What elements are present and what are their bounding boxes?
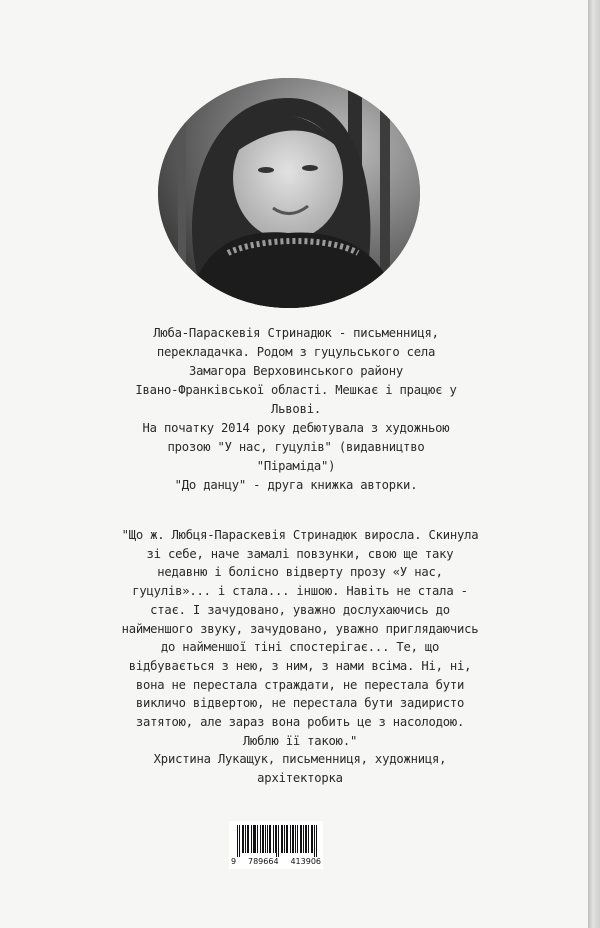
author-photo-image xyxy=(158,78,420,308)
barcode-bar xyxy=(247,825,248,853)
barcode-bar xyxy=(293,825,294,853)
quote-line: "Що ж. Любця-Параскевія Стринадюк виросла. Скинула xyxy=(121,528,479,542)
barcode-bar xyxy=(260,825,261,853)
barcode-number xyxy=(231,857,321,866)
quote-line: архітекторка xyxy=(257,771,343,786)
barcode-bar xyxy=(301,825,302,853)
barcode-bar xyxy=(273,825,274,853)
barcode-bar xyxy=(265,825,266,853)
barcode-bar xyxy=(311,825,312,853)
barcode-bar xyxy=(286,825,287,853)
barcode-bar xyxy=(255,825,256,853)
quote-line: відбувається з нею, з ним, з нами всіма. Ні, ні, xyxy=(128,658,472,673)
barcode-bar xyxy=(278,825,279,857)
quote-line: вона не перестала страждати, не перестала бути xyxy=(135,677,465,692)
bio-line: На початку 2014 року дебютувала з художньою xyxy=(142,421,450,435)
barcode-bar xyxy=(275,825,276,853)
barcode-bar xyxy=(303,825,304,853)
barcode-bar xyxy=(269,825,270,853)
barcode-right-digits: 413906 xyxy=(290,857,321,866)
barcode-bar xyxy=(305,825,306,853)
barcode-bar xyxy=(276,825,277,857)
barcode-bar xyxy=(282,825,283,853)
barcode-bar xyxy=(262,825,263,853)
page-edge xyxy=(588,0,600,928)
barcode-bar xyxy=(287,825,288,853)
barcode-bar xyxy=(290,825,291,853)
barcode-left-digits: 789664 xyxy=(248,857,279,866)
bio-line: "Піраміда") xyxy=(256,459,336,473)
quote-line: Люблю її такою." xyxy=(242,733,358,748)
barcode-bar xyxy=(254,825,255,853)
bio-line: Львові. xyxy=(271,402,321,416)
barcode-bar xyxy=(306,825,307,853)
barcode-bar xyxy=(308,825,309,853)
isbn-barcode xyxy=(229,821,323,869)
barcode-bar xyxy=(239,825,240,857)
barcode-bar xyxy=(237,825,238,857)
barcode-bar xyxy=(248,825,249,853)
author-portrait xyxy=(158,78,420,308)
quote-line: зі себе, наче замалі повзунки, свою ще таку xyxy=(146,546,454,561)
barcode-bar xyxy=(253,825,254,853)
barcode-bar xyxy=(314,825,315,857)
barcode-bar xyxy=(245,825,246,853)
barcode-prefix: 9 xyxy=(231,857,237,866)
bio-line: Івано-Франківської області. Мешкає і працює у xyxy=(135,383,457,397)
barcode-bar xyxy=(281,825,282,853)
barcode-bar xyxy=(263,825,264,853)
quote-line: недавню і болісно відверту прозу «У нас, xyxy=(157,565,443,580)
author-bio xyxy=(96,324,496,495)
barcode-bar xyxy=(257,825,258,853)
bio-line: прозою "У нас, гуцулів" (видавництво xyxy=(167,440,425,454)
barcode-bar xyxy=(292,825,293,853)
review-quote xyxy=(70,526,530,788)
barcode-bar xyxy=(270,825,271,853)
bio-line: "До данцу" - друга книжка авторки. xyxy=(174,478,418,492)
bio-line: Люба-Параскевія Стринадюк - письменниця, xyxy=(153,326,439,340)
bio-line: Замагора Верховинського району xyxy=(188,364,404,378)
barcode-bar xyxy=(242,825,243,853)
barcode-bar xyxy=(251,825,252,853)
quote-line: гуцулів»... і стала... іншою. Навіть не стала - xyxy=(132,584,468,599)
barcode-bar xyxy=(297,825,298,853)
barcode-bar xyxy=(267,825,268,853)
barcode-bar xyxy=(300,825,301,853)
barcode-bar xyxy=(316,825,317,857)
barcode-bar xyxy=(295,825,296,853)
quote-line: до найменшої тіні спостерігає... Те, що xyxy=(160,640,440,655)
barcode-bar xyxy=(284,825,285,853)
barcode-bar xyxy=(243,825,244,853)
barcode-bar xyxy=(312,825,313,853)
quote-line: найменшого звуку, зачудовано, уважно приглядаючись xyxy=(121,621,479,636)
quote-line: Христина Лукащук, письменниця, художниця, xyxy=(153,752,447,767)
quote-line: викличо відвертою, не перестала бути задиристо xyxy=(135,696,465,711)
quote-line: затятою, але зараз вона робить це з насолодою. xyxy=(135,715,465,730)
bio-line: перекладачка. Родом з гуцульського села xyxy=(156,345,436,359)
barcode-bars xyxy=(237,825,317,857)
quote-line: стає. І зачудовано, уважно дослухаючись до xyxy=(150,602,450,617)
